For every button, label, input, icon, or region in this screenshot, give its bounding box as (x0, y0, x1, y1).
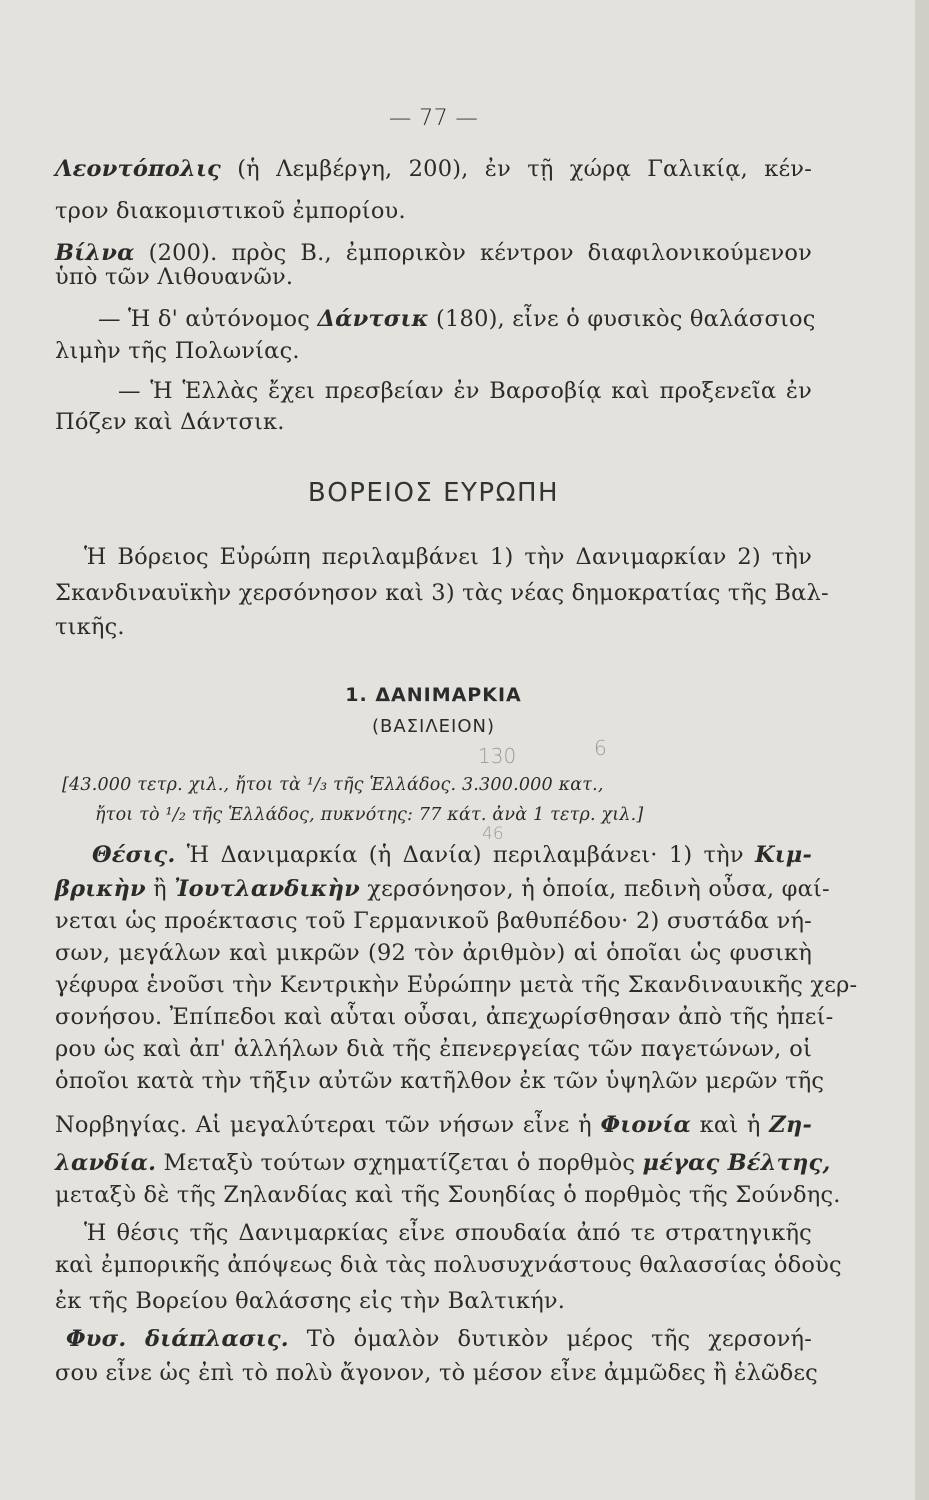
text-line: γέφυρα ἑνοῦσι τὴν Κεντρικὴν Εὐρώπην μετὰ τῆς Σκανδιναυικῆς χερ- (55, 972, 858, 998)
text-line: Νορβηγίας. Αἱ μεγαλύτεραι τῶν νήσων εἶνε ἡ Φιονία καὶ ἡ Ζη- (55, 1112, 812, 1138)
text-line: σονήσου. Ἐπίπεδοι καὶ αὗται οὖσαι, ἀπεχωρίσθησαν ἀπὸ τῆς ἠπεί- (55, 1004, 834, 1030)
handwritten-note: 130 (478, 744, 517, 768)
text-line: Ἡ θέσις τῆς Δανιμαρκίας εἶνε σπουδαία ἀπό τε στρατηγικῆς (84, 1220, 812, 1246)
subsection-subtitle: (ΒΑΣΙΛΕΙΟΝ) (371, 716, 496, 737)
text-line: σων, μεγάλων καὶ μικρῶν (92 τὸν ἀριθμὸν) αἱ ὁποῖαι ὡς φυσικὴ (55, 940, 812, 966)
text-line: — Ἡ δ' αὐτόνομος Δάντσικ (180), εἶνε ὁ φυσικὸς θαλάσσιος (98, 306, 816, 332)
text-line: Σκανδιναυϊκὴν χερσόνησον καὶ 3) τὰς νέας δημοκρατίας τῆς Βαλ- (55, 580, 829, 606)
text-line: λανδία. Μεταξὺ τούτων σχηματίζεται ὁ πορθμὸς μέγας Βέλτης, (55, 1150, 831, 1176)
text-line: ρου ὡς καὶ ἀπ' ἀλλήλων διὰ τῆς ἐπενεργείας τῶν παγετώνων, οἱ (55, 1036, 812, 1062)
text-line: καὶ ἐμπορικῆς ἀπόψεως διὰ τὰς πολυσυχνάστους θαλασσίας ὁδοὺς (55, 1252, 842, 1278)
text-line: Φυσ. διάπλασις. Τὸ ὁμαλὸν δυτικὸν μέρος τῆς χερσονή- (66, 1326, 812, 1352)
handwritten-note: 46 (482, 824, 504, 844)
text-line: λιμὴν τῆς Πολωνίας. (55, 338, 300, 364)
text-line: βρικὴν ἢ Ἰουτλανδικὴν χερσόνησον, ἡ ὁποία, πεδινὴ οὖσα, φαί- (55, 876, 830, 902)
handwritten-note: 6 (594, 736, 607, 760)
section-title: ΒΟΡΕΙΟΣ ΕΥΡΩΠΗ (307, 478, 560, 508)
statistics-line: [43.000 τετρ. χιλ., ἤτοι τὰ ¹/₃ τῆς Ἑλλάδος. 3.300.000 κατ., (62, 775, 604, 795)
text-line: Λεοντόπολις (ἡ Λεμβέργη, 200), ἐν τῇ χώρᾳ Γαλικίᾳ, κέν- (55, 156, 812, 182)
text-line: Πόζεν καὶ Δάντσικ. (55, 409, 285, 435)
text-line: Βίλνα (200). πρὸς Β., ἐμπορικὸν κέντρον διαφιλονικούμενον (55, 240, 812, 266)
page-edge (915, 0, 929, 1500)
text-line: σου εἶνε ὡς ἐπὶ τὸ πολὺ ἄγονον, τὸ μέσον εἶνε ἀμμῶδες ἢ ἑλῶδες (55, 1360, 818, 1386)
text-line: νεται ὡς προέκτασις τοῦ Γερμανικοῦ βαθυπέδου· 2) συστάδα νή- (55, 908, 812, 934)
text-line: τικῆς. (55, 614, 125, 640)
text-line: — Ἡ Ἑλλὰς ἔχει πρεσβείαν ἐν Βαρσοβίᾳ καὶ προξενεῖα ἐν (118, 378, 812, 404)
statistics-line: ἤτοι τὸ ¹/₂ τῆς Ἑλλάδος, πυκνότης: 77 κάτ. ἀνὰ 1 τετρ. χιλ.] (95, 805, 644, 825)
text-line: ὁποῖοι κατὰ τὴν τῆξιν αὐτῶν κατῆλθον ἐκ τῶν ὑψηλῶν μερῶν τῆς (55, 1068, 825, 1094)
subsection-title: 1. ΔΑΝΙΜΑΡΚΙΑ (345, 684, 522, 706)
text-line: Ἡ Βόρειος Εὐρώπη περιλαμβάνει 1) τὴν Δανιμαρκίαν 2) τὴν (84, 544, 812, 570)
page-number: — 77 — (388, 105, 479, 131)
text-line: τρον διακομιστικοῦ ἐμπορίου. (55, 198, 406, 224)
text-line: ὑπὸ τῶν Λιθουανῶν. (55, 264, 294, 290)
text-line: ἐκ τῆς Βορείου θαλάσσης εἰς τὴν Βαλτικήν. (55, 1288, 566, 1314)
text-line: μεταξὺ δὲ τῆς Ζηλανδίας καὶ τῆς Σουηδίας ὁ πορθμὸς τῆς Σούνδης. (55, 1182, 841, 1208)
text-line: Θέσις. Ἡ Δανιμαρκία (ἡ Δανία) περιλαμβάνει· 1) τὴν Κιμ- (92, 842, 812, 868)
